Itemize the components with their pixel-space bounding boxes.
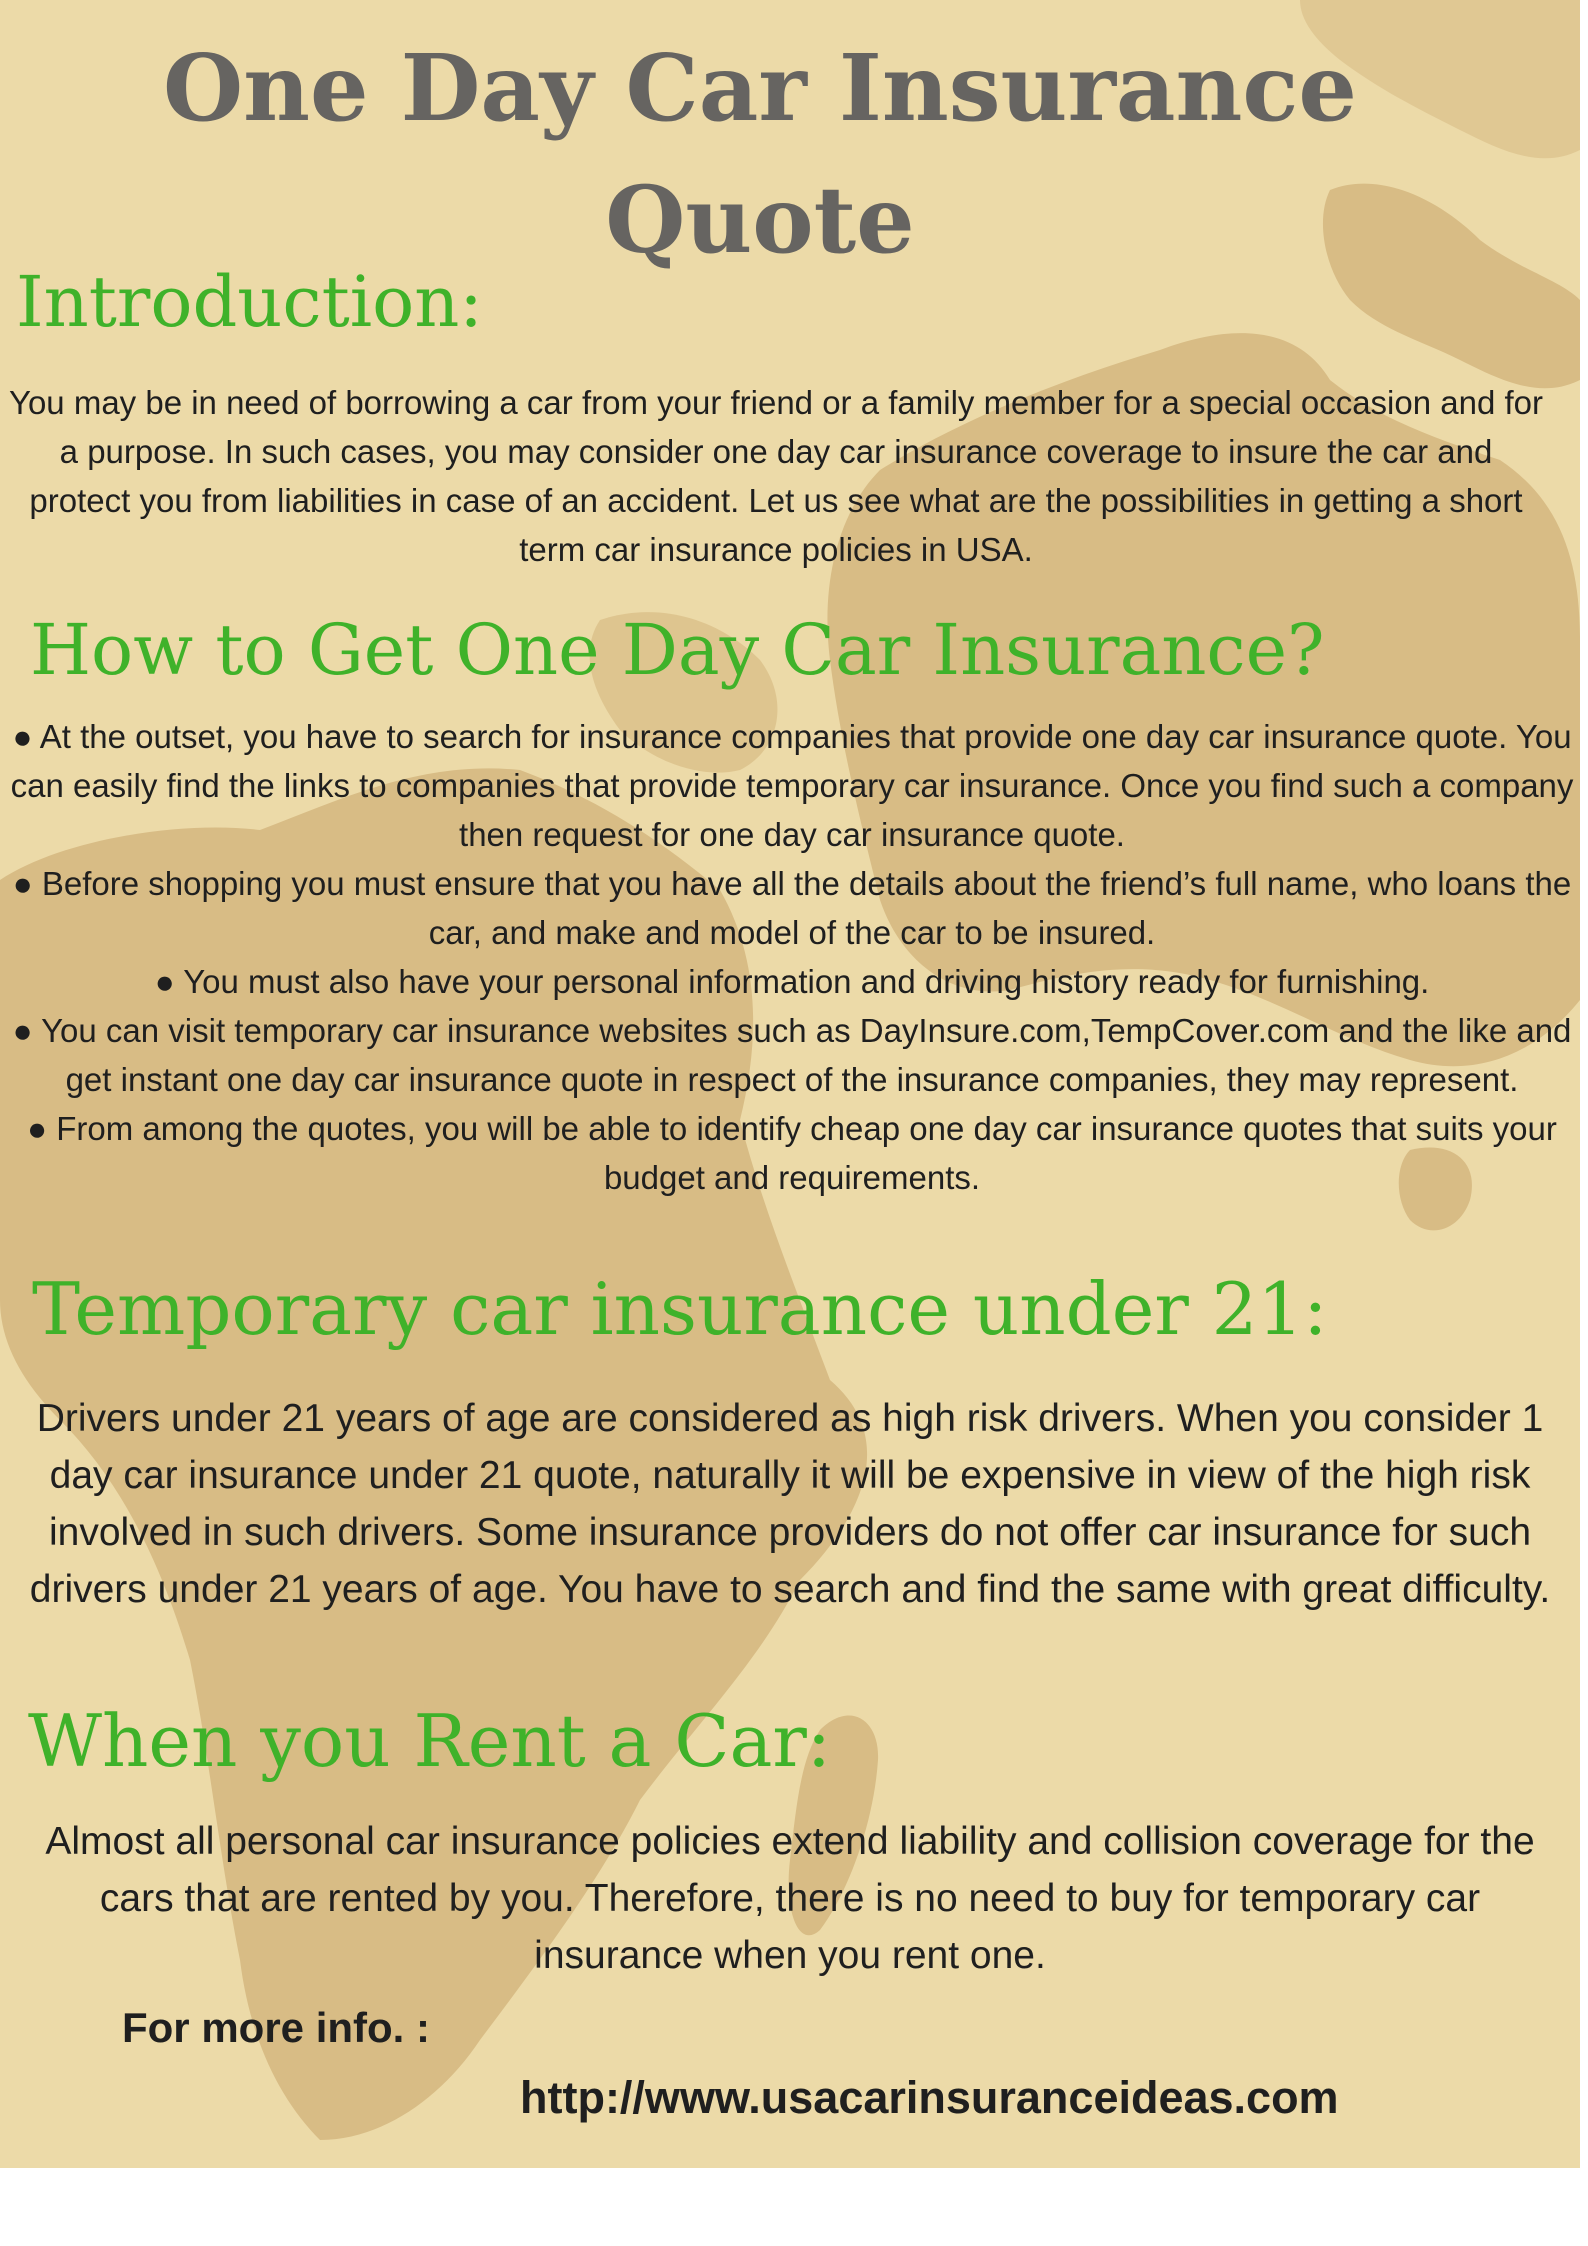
- more-info-label: For more info. :: [122, 2004, 430, 2051]
- how-to-heading: How to Get One Day Car Insurance?: [30, 609, 1325, 691]
- rent-car-heading: When you Rent a Car:: [28, 1699, 832, 1783]
- under-21-heading: Temporary car insurance under 21:: [32, 1267, 1328, 1351]
- how-to-bullet-list: [6, 712, 1578, 1202]
- website-link[interactable]: http://www.usacarinsuranceideas.com: [520, 2072, 1339, 2123]
- page-title-line-2: Quote: [605, 166, 915, 274]
- page-title-line-1: One Day Car Insurance: [163, 34, 1357, 142]
- under-21-text: Drivers under 21 years of age are considered as high risk drivers. When you consider 1 day car insurance under 21 quote, naturally it will be expensive in view of the high risk involved in such drivers. Some insurance providers do not offer car insurance for such drivers under 21 years of age. You have to search and find the same with great difficulty.: [29, 1397, 1551, 1611]
- introduction-text: You may be in need of borrowing a car from your friend or a family member for a special occasion and for a purpose. In such cases, you may consider one day car insurance coverage to insure the car and protect you from liabilities in case of an accident. Let us see what are the possibilities in getting a short term car insurance policies in USA.: [8, 384, 1544, 568]
- bullet-item-search: ● At the outset, you have to search for insurance companies that provide one day car insurance quote. You can easily find the links to companies that provide temporary car insurance. Once you find such a company then request for one day car insurance quote.: [10, 718, 1574, 853]
- bullet-item-compare-quotes: ● From among the quotes, you will be able to identify cheap one day car insurance quotes that suits your budget and requirements.: [27, 1110, 1557, 1196]
- bullet-item-websites: ● You can visit temporary car insurance websites such as DayInsure.com,TempCover.com and the like and get instant one day car insurance quote in respect of the insurance companies, they may represent.: [12, 1012, 1572, 1098]
- bullet-item-personal-info: ● You must also have your personal information and driving history ready for furnishing.: [154, 963, 1430, 1000]
- rent-car-text: Almost all personal car insurance policies extend liability and collision coverage for the cars that are rented by you. Therefore, there is no need to buy for temporary car insurance when you rent one.: [45, 1820, 1535, 1977]
- introduction-heading: Introduction:: [16, 261, 483, 343]
- bullet-item-details: ● Before shopping you must ensure that you have all the details about the friend’s full name, who loans the car, and make and model of the car to be insured.: [12, 865, 1572, 951]
